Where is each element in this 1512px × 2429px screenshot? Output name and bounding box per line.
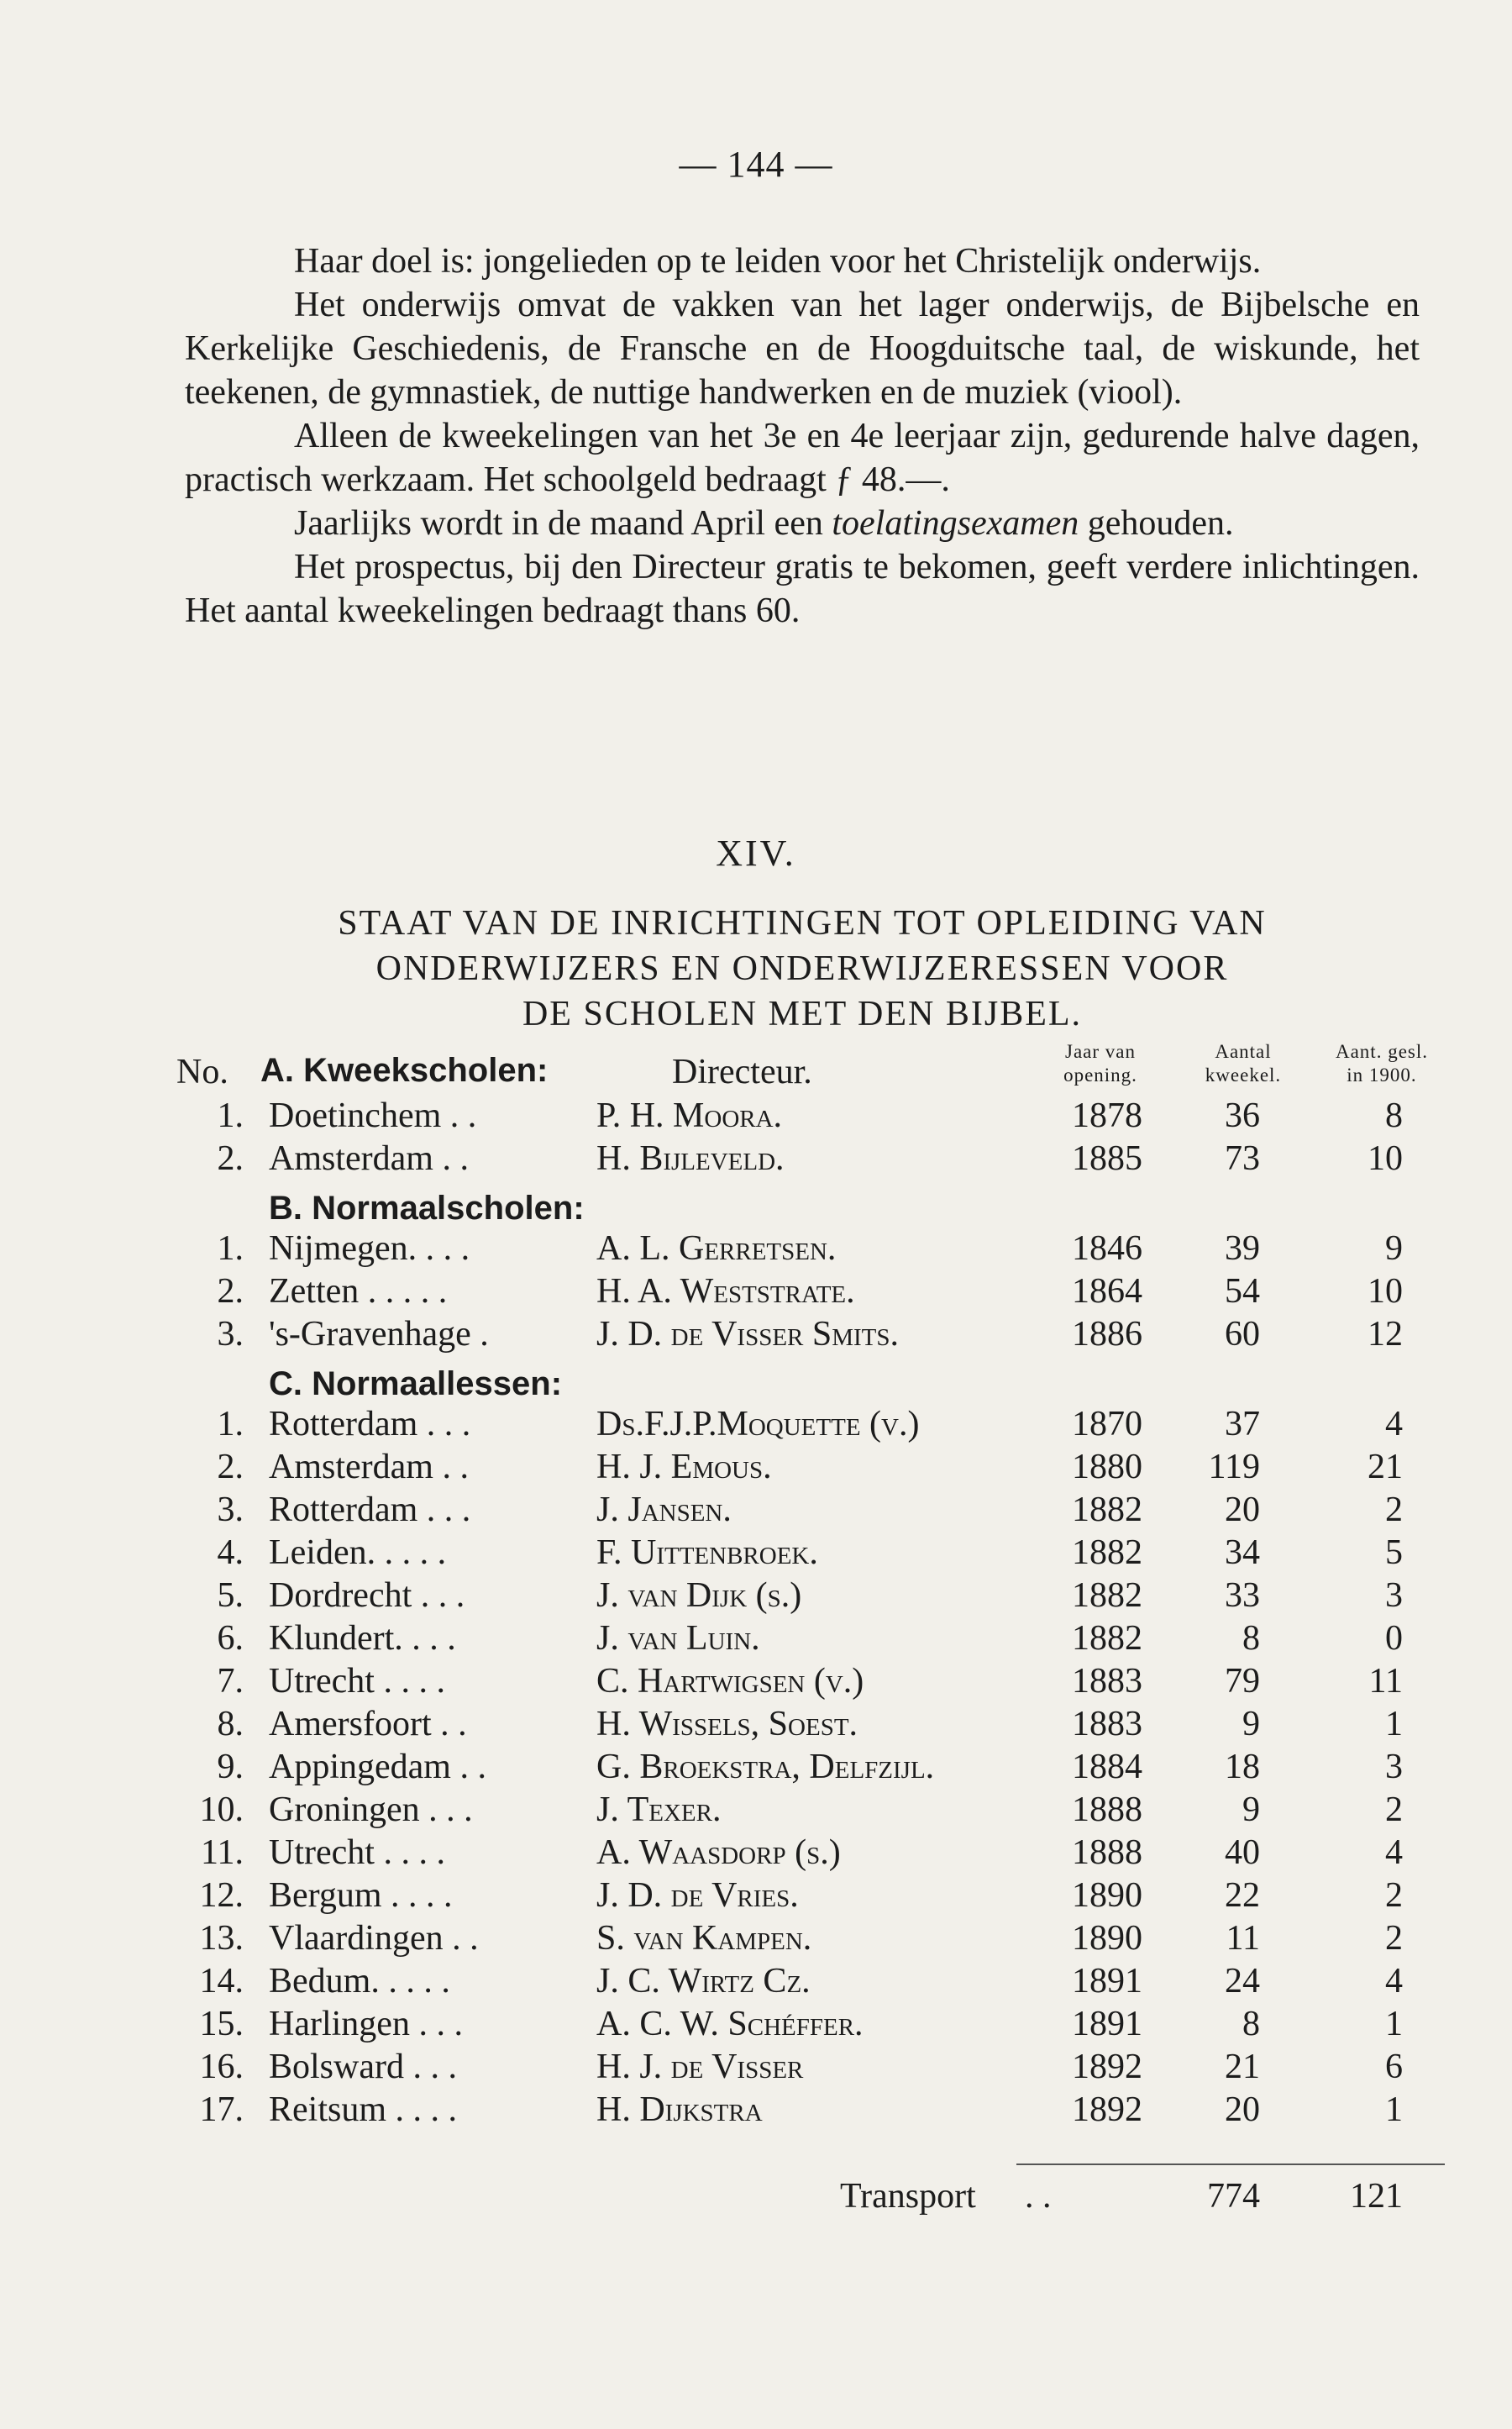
place-name: Klundert. . . . (269, 1619, 456, 1658)
row-number: 3. (217, 1491, 244, 1529)
student-count: 24 (1225, 1962, 1260, 2001)
student-count: 73 (1225, 1139, 1260, 1178)
table-row (176, 1618, 1436, 1661)
paragraph-4: Jaarlijks wordt in de maand April een toelatingsexamen gehouden. (294, 504, 1234, 543)
table-row (176, 1447, 1436, 1490)
director-name: H. Dijkstra (596, 2090, 763, 2129)
row-number: 13. (199, 1919, 244, 1958)
table-row (176, 2004, 1436, 2047)
place-name: Utrecht . . . . (269, 1833, 445, 1872)
place-name: Bedum. . . . . (269, 1962, 450, 2001)
table-header (176, 1042, 1436, 1096)
graduate-count: 11 (1368, 1662, 1403, 1701)
header-count-line2: kweekel. (1205, 1065, 1282, 1086)
place-name: Bolsward . . . (269, 2048, 457, 2086)
director-name: H. A. Weststrate. (596, 1272, 855, 1311)
student-count: 8 (1242, 2005, 1260, 2043)
row-number: 2. (217, 1272, 244, 1311)
table-row (176, 1704, 1436, 1747)
graduate-count: 1 (1385, 1705, 1403, 1743)
paragraph-5: Het prospectus, bij den Directeur gratis te bekomen, geeft verdere inlichtingen. Het aantal kweekelingen bedraagt thans 60. (185, 548, 1420, 630)
opening-year: 1882 (1072, 1491, 1142, 1529)
graduate-count: 2 (1385, 1919, 1403, 1958)
opening-year: 1886 (1072, 1315, 1142, 1354)
student-count: 79 (1225, 1662, 1260, 1701)
section-title-line: STAAT VAN DE INRICHTINGEN TOT OPLEIDING VAN (338, 904, 1267, 943)
row-number: 7. (217, 1662, 244, 1701)
group-c-label: C. Normaallessen: (269, 1365, 563, 1402)
opening-year: 1846 (1072, 1229, 1142, 1268)
student-count: 39 (1225, 1229, 1260, 1268)
student-count: 20 (1225, 1491, 1260, 1529)
opening-year: 1892 (1072, 2090, 1142, 2129)
row-number: 8. (217, 1705, 244, 1743)
table-row (176, 1271, 1436, 1314)
student-count: 20 (1225, 2090, 1260, 2129)
place-name: Groningen . . . (269, 1790, 473, 1829)
table-row (176, 1747, 1436, 1790)
graduate-count: 10 (1368, 1139, 1403, 1178)
row-number: 17. (199, 2090, 244, 2129)
table-row (176, 1533, 1436, 1575)
director-name: J. van Dijk (s.) (596, 1576, 802, 1615)
graduate-count: 12 (1368, 1315, 1403, 1354)
transport-label: Transport (840, 2177, 976, 2216)
table-row (176, 1832, 1436, 1875)
paragraph-3: Alleen de kweekelingen van het 3e en 4e leerjaar zijn, gedurende halve dagen, practisch werkzaam. Het schoolgeld bedraagt ƒ 48.—. (185, 417, 1420, 499)
place-name: Rotterdam . . . (269, 1491, 471, 1529)
opening-year: 1882 (1072, 1533, 1142, 1572)
student-count: 8 (1242, 1619, 1260, 1658)
student-count: 37 (1225, 1405, 1260, 1443)
header-group-a: A. Kweekscholen: (260, 1052, 549, 1089)
place-name: Bergum . . . . (269, 1876, 453, 1915)
institutions-table (176, 1042, 1436, 2132)
section-title-line: ONDERWIJZERS EN ONDERWIJZERESSEN VOOR (375, 949, 1229, 988)
row-number: 11. (201, 1833, 244, 1872)
place-name: Amersfoort . . (269, 1705, 467, 1743)
table-row (176, 1661, 1436, 1704)
director-name: H. Bijleveld. (596, 1139, 785, 1178)
row-number: 3. (217, 1315, 244, 1354)
graduate-count: 21 (1368, 1448, 1403, 1486)
graduate-count: 6 (1385, 2048, 1403, 2086)
director-name: H. Wissels, Soest. (596, 1705, 858, 1743)
emphasized-term: toelatingsexamen (832, 504, 1079, 543)
opening-year: 1890 (1072, 1876, 1142, 1915)
table-row (176, 2047, 1436, 2090)
director-name: J. Jansen. (596, 1491, 732, 1529)
graduate-count: 4 (1385, 1962, 1403, 2001)
graduate-count: 4 (1385, 1833, 1403, 1872)
group-a-rows (176, 1096, 1436, 1181)
table-row (176, 1138, 1436, 1181)
paragraph-2: Het onderwijs omvat de vakken van het lager onderwijs, de Bijbelsche en Kerkelijke Geschiedenis, de Fransche en de Hoogduitsche taal, de wiskunde, het teekenen, de gymnastiek, de nuttige handwerken en de muziek (viool). (185, 286, 1420, 412)
graduate-count: 9 (1385, 1229, 1403, 1268)
student-count: 22 (1225, 1876, 1260, 1915)
director-name: F. Uittenbroek. (596, 1533, 818, 1572)
opening-year: 1891 (1072, 1962, 1142, 2001)
graduate-count: 1 (1385, 2005, 1403, 2043)
header-count-line1: Aantal (1215, 1041, 1272, 1062)
header-year-line1: Jaar van (1065, 1041, 1136, 1062)
student-count: 119 (1208, 1448, 1260, 1486)
graduate-count: 2 (1385, 1876, 1403, 1915)
graduate-count: 3 (1385, 1748, 1403, 1786)
student-count: 9 (1242, 1705, 1260, 1743)
table-row (176, 1918, 1436, 1961)
place-name: Amsterdam . . (269, 1139, 469, 1178)
place-name: Leiden. . . . . (269, 1533, 447, 1572)
student-count: 18 (1225, 1748, 1260, 1786)
transport-row (176, 2176, 1436, 2221)
place-name: Zetten . . . . . (269, 1272, 448, 1311)
table-row (176, 1875, 1436, 1918)
place-name: Amsterdam . . (269, 1448, 469, 1486)
graduate-count: 2 (1385, 1491, 1403, 1529)
page-number: — 144 — (679, 144, 833, 185)
section-title (185, 901, 1420, 1037)
director-name: H. J. Emous. (596, 1448, 772, 1486)
director-name: C. Hartwigsen (v.) (596, 1662, 864, 1701)
place-name: Nijmegen. . . . (269, 1229, 470, 1268)
opening-year: 1891 (1072, 2005, 1142, 2043)
graduate-count: 0 (1385, 1619, 1403, 1658)
row-number: 5. (217, 1576, 244, 1615)
paragraph-1: Haar doel is: jongelieden op te leiden voor het Christelijk onderwijs. (294, 242, 1262, 281)
director-name: P. H. Moora. (596, 1096, 783, 1135)
director-name: J. van Luin. (596, 1619, 760, 1658)
opening-year: 1885 (1072, 1139, 1142, 1178)
table-row (176, 1314, 1436, 1357)
opening-year: 1884 (1072, 1748, 1142, 1786)
row-number: 12. (199, 1876, 244, 1915)
row-number: 6. (217, 1619, 244, 1658)
place-name: Appingedam . . (269, 1748, 486, 1786)
row-number: 2. (217, 1448, 244, 1486)
graduate-count: 2 (1385, 1790, 1403, 1829)
opening-year: 1870 (1072, 1405, 1142, 1443)
student-count: 34 (1225, 1533, 1260, 1572)
graduate-count: 5 (1385, 1533, 1403, 1572)
place-name: 's-Gravenhage . (269, 1315, 489, 1354)
director-name: A. Waasdorp (s.) (596, 1833, 841, 1872)
director-name: J. D. de Vries. (596, 1876, 799, 1915)
row-number: 1. (217, 1405, 244, 1443)
director-name: H. J. de Visser (596, 2048, 804, 2086)
graduate-count: 8 (1385, 1096, 1403, 1135)
place-name: Doetinchem . . (269, 1096, 477, 1135)
director-name: J. D. de Visser Smits. (596, 1315, 900, 1354)
graduate-count: 10 (1368, 1272, 1403, 1311)
header-grad-line2: in 1900. (1347, 1065, 1417, 1086)
opening-year: 1888 (1072, 1790, 1142, 1829)
group-b-rows (176, 1228, 1436, 1357)
header-director: Directeur. (672, 1053, 812, 1091)
place-name: Harlingen . . . (269, 2005, 463, 2043)
opening-year: 1878 (1072, 1096, 1142, 1135)
place-name: Rotterdam . . . (269, 1405, 471, 1443)
group-b-label: B. Normaalscholen: (269, 1190, 585, 1227)
place-name: Utrecht . . . . (269, 1662, 445, 1701)
table-row (176, 1228, 1436, 1271)
director-name: A. L. Gerretsen. (596, 1229, 837, 1268)
opening-year: 1882 (1072, 1619, 1142, 1658)
director-name: J. Texer. (596, 1790, 722, 1829)
opening-year: 1883 (1072, 1705, 1142, 1743)
transport-count: 774 (1207, 2177, 1260, 2216)
group-c-rows (176, 1404, 1436, 2132)
director-name: J. C. Wirtz Cz. (596, 1962, 811, 2001)
row-number: 14. (199, 1962, 244, 2001)
total-rule (1016, 2163, 1445, 2165)
graduate-count: 4 (1385, 1405, 1403, 1443)
student-count: 60 (1225, 1315, 1260, 1354)
student-count: 11 (1226, 1919, 1260, 1958)
opening-year: 1888 (1072, 1833, 1142, 1872)
opening-year: 1882 (1072, 1576, 1142, 1615)
table-row (176, 1490, 1436, 1533)
director-name: Ds.F.J.P.Moquette (v.) (596, 1405, 920, 1443)
section-number: XIV. (716, 833, 796, 874)
place-name: Dordrecht . . . (269, 1576, 465, 1615)
student-count: 40 (1225, 1833, 1260, 1872)
opening-year: 1892 (1072, 2048, 1142, 2086)
table-row (176, 1404, 1436, 1447)
transport-dots: . . (1025, 2177, 1052, 2216)
director-name: A. C. W. Schéffer. (596, 2005, 864, 2043)
header-grad-line1: Aant. gesl. (1335, 1041, 1428, 1062)
opening-year: 1890 (1072, 1919, 1142, 1958)
body-text (185, 239, 1420, 633)
table-row (176, 1790, 1436, 1832)
student-count: 9 (1242, 1790, 1260, 1829)
student-count: 36 (1225, 1096, 1260, 1135)
place-name: Reitsum . . . . (269, 2090, 458, 2129)
row-number: 2. (217, 1139, 244, 1178)
row-number: 9. (217, 1748, 244, 1786)
student-count: 33 (1225, 1576, 1260, 1615)
row-number: 4. (217, 1533, 244, 1572)
row-number: 10. (199, 1790, 244, 1829)
table-row (176, 1961, 1436, 2004)
table-row (176, 2090, 1436, 2132)
row-number: 1. (217, 1096, 244, 1135)
student-count: 21 (1225, 2048, 1260, 2086)
graduate-count: 3 (1385, 1576, 1403, 1615)
student-count: 54 (1225, 1272, 1260, 1311)
place-name: Vlaardingen . . (269, 1919, 479, 1958)
director-name: G. Broekstra, Delfzijl. (596, 1748, 935, 1786)
header-year-line2: opening. (1063, 1065, 1137, 1086)
section-title-line: DE SCHOLEN MET DEN BIJBEL. (522, 995, 1083, 1033)
graduate-count: 1 (1385, 2090, 1403, 2129)
header-no: No. (176, 1053, 228, 1091)
row-number: 15. (199, 2005, 244, 2043)
table-row (176, 1575, 1436, 1618)
table-row (176, 1096, 1436, 1138)
opening-year: 1883 (1072, 1662, 1142, 1701)
opening-year: 1864 (1072, 1272, 1142, 1311)
row-number: 16. (199, 2048, 244, 2086)
opening-year: 1880 (1072, 1448, 1142, 1486)
row-number: 1. (217, 1229, 244, 1268)
director-name: S. van Kampen. (596, 1919, 812, 1958)
transport-grad: 121 (1350, 2177, 1403, 2216)
